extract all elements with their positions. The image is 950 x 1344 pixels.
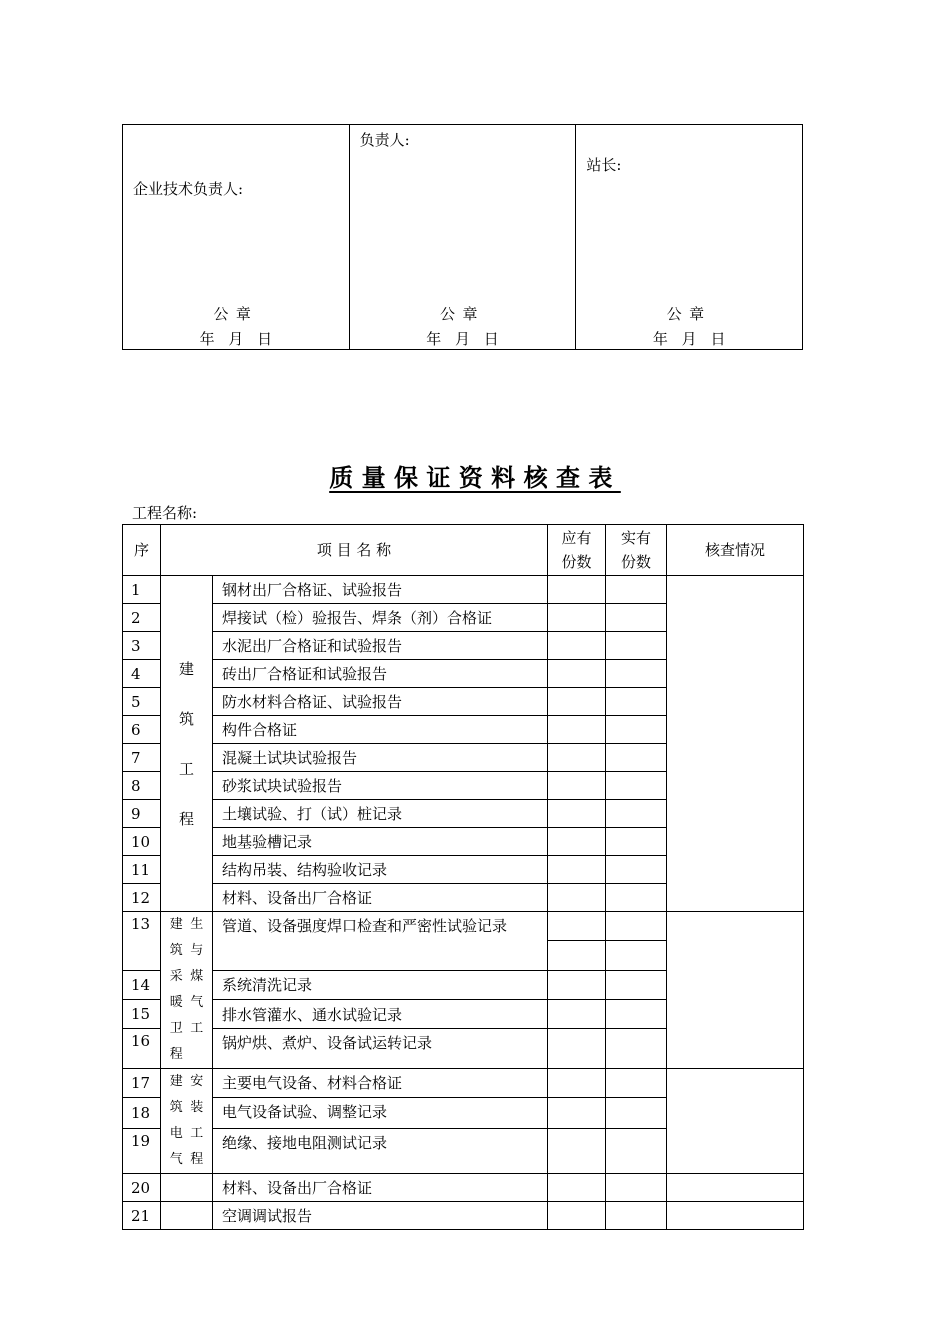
signature-cell-tech-lead [123,125,350,349]
signature-cell-station-head [576,125,802,349]
row-number: 16 [123,1029,161,1069]
row-item-name: 材料、设备出厂合格证 [213,1174,548,1202]
actual-copies-cell[interactable] [606,576,667,604]
row-number: 1 [123,576,161,604]
row-number: 19 [123,1129,161,1174]
required-copies-cell[interactable] [548,1069,606,1098]
actual-copies-cell[interactable] [606,632,667,660]
required-copies-cell[interactable] [548,772,606,800]
table-row [123,912,804,941]
row-number: 17 [123,1069,161,1098]
required-copies-cell[interactable] [548,856,606,884]
date-label: 年 月 日 [652,330,726,348]
table-row [123,1202,804,1230]
check-status-cell[interactable] [667,1174,804,1202]
actual-copies-cell[interactable] [606,660,667,688]
signature-table [122,124,803,350]
required-copies-cell[interactable] [548,1129,606,1174]
row-number: 7 [123,744,161,772]
header-required-copies: 应有 份数 [548,525,606,576]
page-title: 质量保证资料核查表 [329,463,621,492]
row-number: 20 [123,1174,161,1202]
actual-copies-cell[interactable] [606,604,667,632]
actual-copies-cell[interactable] [606,1174,667,1202]
actual-copies-cell[interactable] [606,744,667,772]
check-status-cell-construction[interactable] [667,576,804,912]
required-copies-cell[interactable] [548,604,606,632]
required-copies-cell[interactable] [548,828,606,856]
table-row [123,1174,804,1202]
actual-copies-cell[interactable] [606,912,667,941]
row-item-name: 防水材料合格证、试验报告 [213,688,548,716]
required-copies-cell[interactable] [548,1202,606,1230]
check-status-cell-electrical[interactable] [667,1069,804,1174]
table-header-row [123,525,804,576]
row-item-name: 砖出厂合格证和试验报告 [213,660,548,688]
actual-copies-cell[interactable] [606,856,667,884]
row-item-name: 材料、设备出厂合格证 [213,884,548,912]
row-item-name: 绝缘、接地电阻测试记录 [213,1129,548,1174]
required-copies-cell[interactable] [548,1029,606,1069]
seal-label: 公章 [666,305,712,323]
row-item-name: 锅炉烘、煮炉、设备试运转记录 [213,1029,548,1069]
actual-copies-cell[interactable] [606,1129,667,1174]
required-copies-cell[interactable] [548,1097,606,1129]
row-number: 12 [123,884,161,912]
required-copies-cell[interactable] [548,800,606,828]
header-item-name: 项 目 名 称 [161,525,548,576]
required-copies-cell[interactable] [548,941,606,970]
row-number: 18 [123,1097,161,1129]
row-item-name: 电气设备试验、调整记录 [213,1097,548,1129]
actual-copies-cell[interactable] [606,800,667,828]
table-row [123,576,804,604]
required-copies-cell[interactable] [548,576,606,604]
group-electrical: 建 安 筑 装 电 工 气 程 [161,1069,213,1174]
actual-copies-cell[interactable] [606,941,667,970]
project-name-label: 工程名称: [132,504,198,522]
row-number: 21 [123,1202,161,1230]
table-row [123,1069,804,1098]
actual-copies-cell[interactable] [606,999,667,1028]
row-number: 11 [123,856,161,884]
signature-label: 站长: [586,156,622,174]
required-copies-cell[interactable] [548,632,606,660]
row-item-name: 排水管灌水、通水试验记录 [213,999,548,1028]
actual-copies-cell[interactable] [606,1029,667,1069]
row-item-name: 土壤试验、打（试）桩记录 [213,800,548,828]
row-number: 15 [123,999,161,1028]
row-number: 6 [123,716,161,744]
header-check-status: 核查情况 [667,525,804,576]
row-item-name: 混凝土试块试验报告 [213,744,548,772]
signature-label: 负责人: [359,131,410,149]
row-number: 8 [123,772,161,800]
header-seq: 序 [123,525,161,576]
group-cell-empty [161,1174,213,1202]
row-item-name: 构件合格证 [213,716,548,744]
required-copies-cell[interactable] [548,744,606,772]
row-item-name: 系统清洗记录 [213,970,548,999]
row-number: 13 [123,912,161,971]
header-actual-copies: 实有 份数 [606,525,667,576]
row-item-name: 地基验槽记录 [213,828,548,856]
group-cell-empty [161,1202,213,1230]
actual-copies-cell[interactable] [606,1202,667,1230]
check-status-cell-plumbing[interactable] [667,912,804,1069]
date-label: 年 月 日 [426,330,499,348]
row-item-name: 空调调试报告 [213,1202,548,1230]
row-item-name: 管道、设备强度焊口检查和严密性试验记录 [213,912,548,971]
row-number: 5 [123,688,161,716]
row-item-name: 焊接试（检）验报告、焊条（剂）合格证 [213,604,548,632]
required-copies-cell[interactable] [548,884,606,912]
actual-copies-cell[interactable] [606,828,667,856]
required-copies-cell[interactable] [548,970,606,999]
row-item-name: 钢材出厂合格证、试验报告 [213,576,548,604]
required-copies-cell[interactable] [548,1174,606,1202]
signature-cell-manager [350,125,577,349]
required-copies-cell[interactable] [548,999,606,1028]
row-number: 9 [123,800,161,828]
signature-label: 企业技术负责人: [133,180,244,198]
row-number: 14 [123,970,161,999]
required-copies-cell[interactable] [548,660,606,688]
actual-copies-cell[interactable] [606,970,667,999]
date-label: 年 月 日 [199,330,273,348]
seal-label: 公章 [213,305,259,323]
required-copies-cell[interactable] [548,912,606,941]
row-number: 10 [123,828,161,856]
check-status-cell[interactable] [667,1202,804,1230]
row-number: 3 [123,632,161,660]
row-number: 4 [123,660,161,688]
row-item-name: 砂浆试块试验报告 [213,772,548,800]
required-copies-cell[interactable] [548,716,606,744]
actual-copies-cell[interactable] [606,884,667,912]
row-item-name: 结构吊装、结构验收记录 [213,856,548,884]
actual-copies-cell[interactable] [606,716,667,744]
actual-copies-cell[interactable] [606,772,667,800]
group-plumbing-heating-gas: 建 生 筑 与 采 煤 暖 气 卫 工 程 [161,912,213,1069]
required-copies-cell[interactable] [548,688,606,716]
row-item-name: 主要电气设备、材料合格证 [213,1069,548,1098]
seal-label: 公章 [440,305,486,323]
actual-copies-cell[interactable] [606,688,667,716]
group-construction: 建 筑 工 程 [161,576,213,912]
quality-check-table [122,524,804,1230]
actual-copies-cell[interactable] [606,1097,667,1129]
actual-copies-cell[interactable] [606,1069,667,1098]
row-item-name: 水泥出厂合格证和试验报告 [213,632,548,660]
row-number: 2 [123,604,161,632]
